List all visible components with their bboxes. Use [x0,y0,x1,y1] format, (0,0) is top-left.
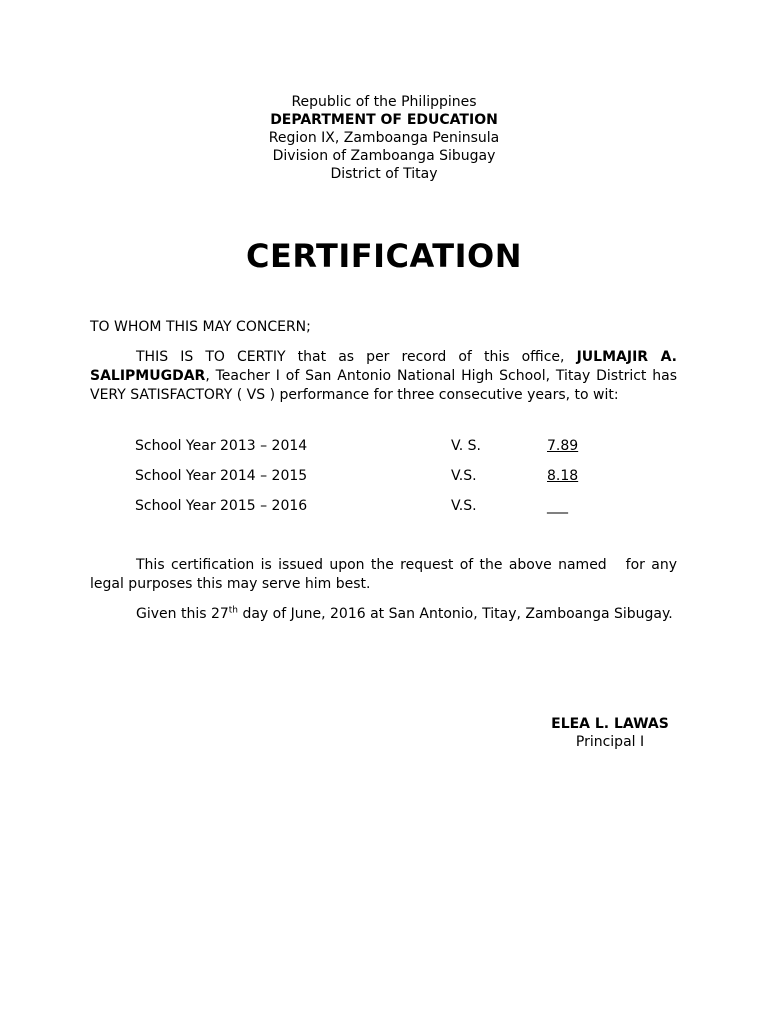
school-year-score: 7.89 [547,438,579,454]
signatory-name: ELEA L. LAWAS [551,716,669,732]
school-year-row [135,466,595,486]
certification-paragraph [90,348,677,405]
letterhead [0,93,768,183]
school-year-label: School Year 2015 – 2016 [135,498,308,514]
date-before: Given this 27 [136,606,229,622]
header-district: District of Titay [330,166,438,182]
school-year-row [135,496,595,516]
paragraph-rest: , Teacher I of San Antonio National High School, Titay District has VERY SATISFACTORY ( VS ) performance for three consecutive years, to wit: [90,368,677,403]
school-year-rating: V.S. [451,498,477,514]
school-year-score-blank: ___ [547,498,568,514]
teacher-name: JULMAJIR A. SALIPMUGDAR [90,349,677,384]
date-paragraph [90,605,677,624]
header-republic: Republic of the Philippines [291,94,477,110]
school-year-rating: V. S. [451,438,482,454]
school-year-label: School Year 2014 – 2015 [135,468,308,484]
signatory-position: Principal I [575,734,645,750]
paragraph-intro: THIS IS TO CERTIY that as per record of this office, [136,349,577,365]
date-after: day of June, 2016 at San Antonio, Titay, Zamboanga Sibugay. [238,606,673,622]
signatory-block [520,715,700,751]
header-department: DEPARTMENT OF EDUCATION [270,112,498,128]
school-year-label: School Year 2013 – 2014 [135,438,308,454]
date-ordinal: th [228,605,239,616]
school-year-rating: V.S. [451,468,477,484]
header-region: Region IX, Zamboanga Peninsula [268,130,500,146]
school-year-row [135,436,595,456]
purpose-paragraph: This certification is issued upon the request of the above named for any legal purposes this may serve him best. [90,557,682,592]
school-year-score: 8.18 [547,468,579,484]
salutation: TO WHOM THIS MAY CONCERN; [90,319,311,335]
header-division: Division of Zamboanga Sibugay [272,148,496,164]
document-title: CERTIFICATION [245,237,523,275]
